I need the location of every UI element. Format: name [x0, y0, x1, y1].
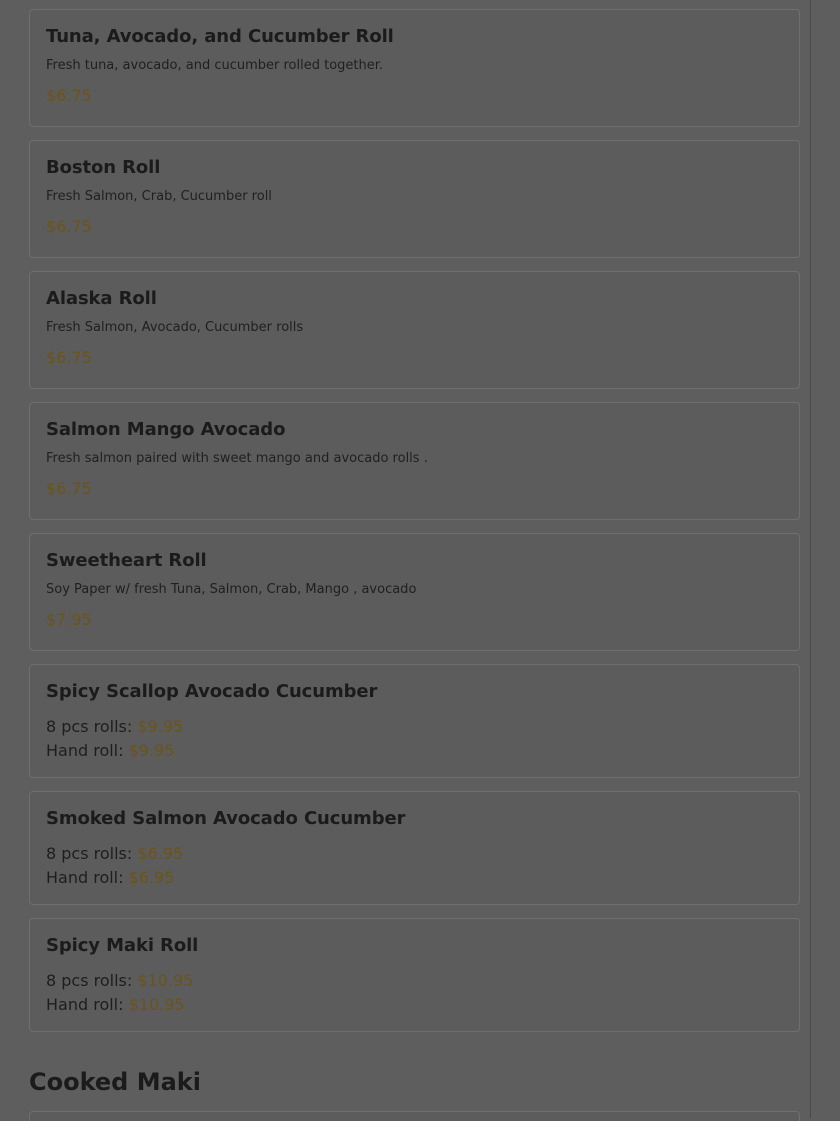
menu-item-description: Fresh tuna, avocado, and cucumber rolled together.	[46, 58, 384, 73]
menu-item-description: Fresh salmon paired with sweet mango and avocado rolls .	[46, 451, 428, 466]
size-price: $6.95	[128, 868, 175, 887]
menu-item-price: $7.95	[46, 610, 92, 629]
size-label: 8 pcs rolls:	[46, 844, 133, 863]
size-option	[46, 715, 783, 739]
menu-item-price: $6.75	[46, 479, 92, 498]
menu-item-price: $6.75	[46, 217, 92, 236]
size-options	[46, 715, 783, 763]
menu-item-title: Sweetheart Roll	[46, 550, 207, 571]
size-price: $10.95	[137, 971, 194, 990]
size-price: $10.95	[128, 995, 185, 1014]
size-option	[46, 866, 783, 890]
menu-item-description: Fresh Salmon, Crab, Cucumber roll	[46, 189, 272, 204]
section-heading-cooked-maki: Cooked Maki	[29, 1068, 201, 1096]
size-options	[46, 969, 783, 1017]
size-option	[46, 969, 783, 993]
menu-item-description: Fresh Salmon, Avocado, Cucumber rolls	[46, 320, 304, 335]
size-label: 8 pcs rolls:	[46, 971, 133, 990]
size-price: $9.95	[137, 717, 184, 736]
size-options	[46, 842, 783, 890]
size-price: $6.95	[137, 844, 184, 863]
menu-item-price: $6.75	[46, 86, 92, 105]
menu-item-card[interactable]	[29, 664, 800, 778]
menu-item-description: Soy Paper w/ fresh Tuna, Salmon, Crab, Mango , avocado	[46, 582, 417, 597]
menu-item-card[interactable]	[29, 9, 800, 127]
size-price: $9.95	[128, 741, 175, 760]
size-option	[46, 842, 783, 866]
menu-item-card[interactable]	[29, 918, 800, 1032]
menu-item-card[interactable]	[29, 533, 800, 651]
menu-item-card[interactable]	[29, 402, 800, 520]
menu-item-card[interactable]	[29, 1111, 800, 1121]
menu-item-title: Tuna, Avocado, and Cucumber Roll	[46, 26, 394, 47]
size-label: Hand roll:	[46, 868, 124, 887]
size-label: 8 pcs rolls:	[46, 717, 133, 736]
scrollbar-track[interactable]	[810, 0, 811, 1118]
menu-item-list	[29, 9, 800, 1045]
menu-item-title: Boston Roll	[46, 157, 161, 178]
menu-item-title: Smoked Salmon Avocado Cucumber	[46, 808, 406, 829]
menu-item-card[interactable]	[29, 271, 800, 389]
menu-item-title: Alaska Roll	[46, 288, 157, 309]
size-label: Hand roll:	[46, 995, 124, 1014]
menu-item-title: Salmon Mango Avocado	[46, 419, 286, 440]
menu-item-title: Spicy Scallop Avocado Cucumber	[46, 681, 378, 702]
menu-item-card[interactable]	[29, 791, 800, 905]
menu-item-card[interactable]	[29, 140, 800, 258]
size-label: Hand roll:	[46, 741, 124, 760]
menu-item-price: $6.75	[46, 348, 92, 367]
menu-item-title: Spicy Maki Roll	[46, 935, 199, 956]
size-option	[46, 739, 783, 763]
size-option	[46, 993, 783, 1017]
